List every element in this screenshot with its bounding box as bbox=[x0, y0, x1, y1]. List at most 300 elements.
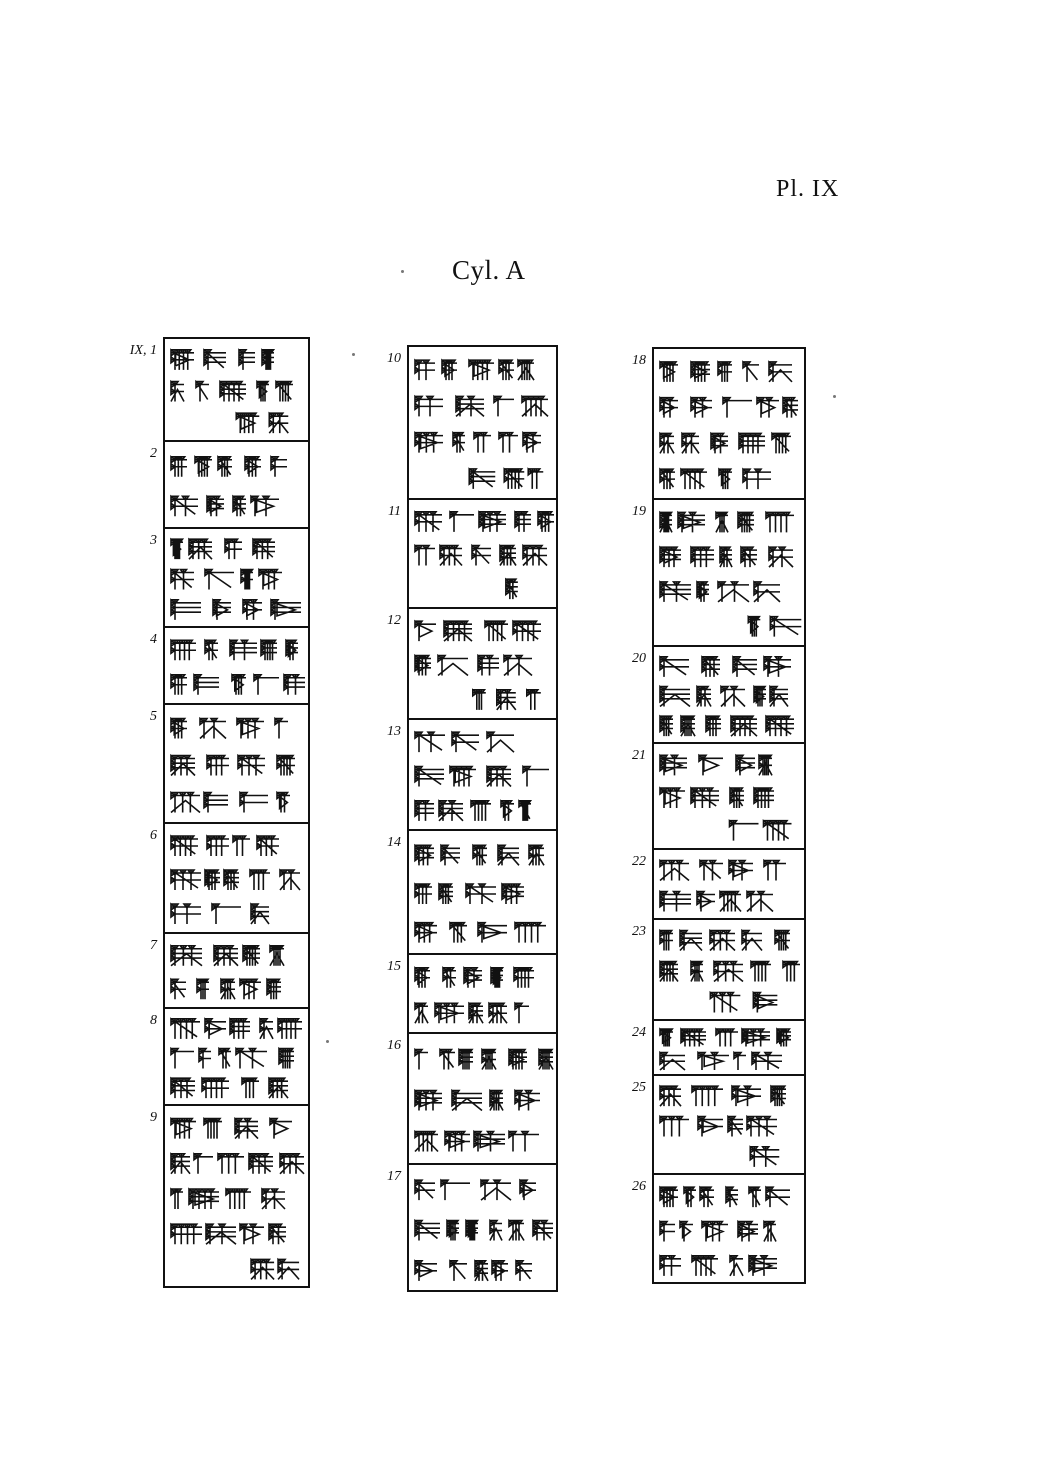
cuneiform-sign bbox=[250, 870, 270, 890]
cuneiform-sign bbox=[497, 690, 516, 710]
cuneiform-sign bbox=[440, 546, 462, 566]
cuneiform-sign bbox=[741, 547, 757, 567]
cuneiform-sign bbox=[204, 350, 226, 370]
cuneiform-sign bbox=[171, 756, 195, 776]
cuneiform-sign bbox=[415, 732, 445, 752]
cuneiform-sign bbox=[473, 690, 486, 710]
cuneiform-sign bbox=[515, 512, 531, 532]
cuneiform-sign bbox=[171, 675, 187, 695]
cuneiform-sign bbox=[698, 1117, 723, 1137]
line-number-label: IX, 1 bbox=[129, 343, 157, 358]
cuneiform-sign bbox=[743, 362, 759, 382]
line-number-label: 8 bbox=[150, 1013, 157, 1028]
cuneiform-sign bbox=[440, 1050, 455, 1070]
cuneiform-sign bbox=[251, 1259, 274, 1279]
cuneiform-sign bbox=[445, 1132, 470, 1152]
cuneiform-sign bbox=[681, 469, 707, 489]
cuneiform-sign bbox=[453, 433, 465, 453]
cuneiform-sign bbox=[731, 716, 757, 736]
cuneiform-sign bbox=[213, 600, 231, 620]
cuneiform-sign bbox=[415, 845, 434, 865]
print-speck bbox=[401, 270, 404, 273]
cuneiform-sign bbox=[754, 788, 774, 808]
cuneiform-sign bbox=[277, 756, 295, 776]
cuneiform-sign bbox=[492, 1261, 508, 1281]
cuneiform-sign bbox=[538, 512, 554, 532]
cuneiform-sign bbox=[171, 1189, 183, 1209]
cuneiform-sign bbox=[171, 350, 194, 370]
cuneiform-sign bbox=[515, 1091, 540, 1111]
cuneiform-sign bbox=[270, 1119, 292, 1139]
line-number-label: 11 bbox=[388, 504, 401, 519]
line-number-label: 19 bbox=[632, 504, 646, 519]
cuneiform-sign bbox=[742, 931, 762, 951]
line-number-label: 12 bbox=[387, 613, 401, 628]
cuneiform-sign bbox=[660, 362, 678, 382]
cuneiform-sign bbox=[415, 656, 431, 676]
cuneiform-signs bbox=[409, 347, 560, 1294]
cuneiform-sign bbox=[485, 621, 508, 641]
cuneiform-sign bbox=[237, 719, 264, 739]
text-column-2 bbox=[407, 345, 558, 1292]
cuneiform-sign bbox=[456, 396, 484, 416]
cuneiform-sign bbox=[230, 640, 257, 660]
cuneiform-sign bbox=[221, 979, 235, 999]
cuneiform-sign bbox=[230, 1019, 250, 1039]
line-number-label: 3 bbox=[150, 533, 157, 548]
cuneiform-sign bbox=[734, 1053, 746, 1071]
cuneiform-sign bbox=[733, 657, 757, 677]
cuneiform-sign bbox=[466, 1221, 478, 1241]
cuneiform-sign bbox=[697, 892, 715, 912]
cuneiform-sign bbox=[259, 570, 282, 590]
cuneiform-sign bbox=[441, 1180, 470, 1200]
cuneiform-sign bbox=[681, 716, 695, 736]
cuneiform-sign bbox=[732, 1086, 761, 1106]
cuneiform-sign bbox=[479, 512, 506, 532]
cuneiform-sign bbox=[197, 979, 209, 999]
cuneiform-sign bbox=[219, 1049, 231, 1069]
cuneiform-sign bbox=[764, 1222, 776, 1242]
cuneiform-signs bbox=[165, 339, 312, 1290]
cuneiform-sign bbox=[171, 836, 198, 856]
cuneiform-sign bbox=[730, 788, 744, 808]
cuneiform-sign bbox=[240, 979, 261, 999]
cuneiform-sign bbox=[718, 362, 732, 382]
cuneiform-sign bbox=[660, 892, 691, 912]
cuneiform-sign bbox=[271, 600, 301, 620]
cuneiform-sign bbox=[490, 1091, 503, 1111]
cuneiform-sign bbox=[257, 836, 279, 856]
cuneiform-sign bbox=[478, 923, 507, 943]
line-number-label: 17 bbox=[387, 1169, 401, 1184]
cuneiform-sign bbox=[205, 1019, 226, 1039]
cuneiform-sign bbox=[415, 433, 443, 453]
cuneiform-sign bbox=[469, 360, 494, 380]
cuneiform-sign bbox=[691, 362, 710, 382]
cuneiform-sign bbox=[269, 1078, 288, 1098]
cuneiform-sign bbox=[415, 767, 444, 787]
cuneiform-sign bbox=[509, 1132, 539, 1152]
cuneiform-sign bbox=[204, 793, 228, 813]
cuneiform-sign bbox=[415, 1050, 428, 1070]
cuneiform-sign bbox=[232, 675, 246, 695]
cuneiform-sign bbox=[700, 1187, 714, 1207]
cuneiform-sign bbox=[270, 946, 284, 966]
cuneiform-sign bbox=[253, 539, 275, 559]
cuneiform-sign bbox=[279, 1049, 294, 1069]
cuneiform-sign bbox=[660, 1029, 673, 1047]
cuneiform-sign bbox=[267, 979, 281, 999]
cuneiform-sign bbox=[171, 904, 201, 924]
cuneiform-sign bbox=[783, 398, 798, 418]
cuneiform-sign bbox=[764, 861, 786, 881]
cuneiform-sign bbox=[754, 687, 766, 707]
cuneiform-sign bbox=[240, 793, 268, 813]
cuneiform-sign bbox=[271, 457, 287, 477]
cuneiform-sign bbox=[415, 1132, 438, 1152]
cuneiform-sign bbox=[748, 617, 760, 637]
cuneiform-sign bbox=[275, 719, 288, 739]
cuneiform-sign bbox=[502, 884, 524, 904]
cuneiform-sign bbox=[415, 360, 435, 380]
cuneiform-sign bbox=[739, 433, 765, 453]
line-number-label: 9 bbox=[150, 1110, 157, 1125]
cuneiform-sign bbox=[742, 1029, 770, 1047]
cuneiform-sign bbox=[415, 546, 435, 566]
cuneiform-sign bbox=[720, 547, 732, 567]
cuneiform-sign bbox=[678, 512, 705, 532]
cuneiform-sign bbox=[450, 512, 474, 532]
print-speck bbox=[352, 353, 355, 356]
cuneiform-sign bbox=[660, 962, 678, 982]
cuneiform-sign bbox=[515, 1003, 529, 1023]
cuneiform-sign bbox=[753, 993, 777, 1013]
cuneiform-sign bbox=[443, 968, 456, 988]
cuneiform-sign bbox=[278, 1259, 299, 1279]
line-number-label: 24 bbox=[632, 1025, 646, 1040]
cuneiform-sign bbox=[660, 1256, 681, 1276]
cuneiform-sign bbox=[205, 570, 234, 590]
cuneiform-sign bbox=[466, 884, 496, 904]
cuneiform-sign bbox=[262, 1189, 285, 1209]
cuneiform-sign bbox=[764, 657, 791, 677]
cuneiform-sign bbox=[660, 687, 690, 707]
cuneiform-sign bbox=[660, 547, 681, 567]
cuneiform-sign bbox=[415, 968, 430, 988]
cuneiform-sign bbox=[469, 469, 495, 489]
cuneiform-sign bbox=[729, 821, 758, 841]
cuneiform-sign bbox=[711, 433, 728, 453]
cuneiform-sign bbox=[447, 1221, 459, 1241]
line-number-label: 21 bbox=[632, 748, 646, 763]
cuneiform-sign bbox=[754, 582, 780, 602]
cuneiform-sign bbox=[199, 1049, 211, 1069]
cuneiform-sign bbox=[441, 845, 460, 865]
cuneiform-sign bbox=[506, 579, 518, 599]
cuneiform-sign bbox=[691, 788, 719, 808]
cuneiform-sign bbox=[698, 1053, 729, 1071]
plate-number: Pl. IX bbox=[776, 176, 840, 202]
cuneiform-sign bbox=[452, 732, 479, 752]
cuneiform-sign bbox=[500, 546, 516, 566]
cuneiform-sign bbox=[205, 870, 220, 890]
cuneiform-sign bbox=[286, 640, 298, 660]
cuneiform-sign bbox=[202, 1078, 229, 1098]
cuneiform-sign bbox=[700, 861, 723, 881]
cuneiform-sign bbox=[523, 767, 549, 787]
cuneiform-sign bbox=[691, 962, 703, 982]
line-number-label: 18 bbox=[632, 353, 646, 368]
line-number-label: 10 bbox=[387, 351, 401, 366]
cuneiform-sign bbox=[527, 690, 541, 710]
cuneiform-sign bbox=[766, 716, 794, 736]
line-number-label: 16 bbox=[387, 1038, 401, 1053]
text-column-3 bbox=[652, 347, 806, 1284]
cuneiform-sign bbox=[747, 892, 773, 912]
cuneiform-sign bbox=[728, 1117, 743, 1137]
cuneiform-sign bbox=[415, 801, 434, 821]
cuneiform-sign bbox=[504, 469, 524, 489]
cuneiform-sign bbox=[723, 398, 752, 418]
cuneiform-sign bbox=[491, 968, 503, 988]
cuneiform-sign bbox=[171, 870, 201, 890]
cuneiform-sign bbox=[533, 1221, 553, 1241]
line-number-label: 20 bbox=[632, 651, 646, 666]
cuneiform-sign bbox=[171, 496, 198, 516]
cuneiform-sign bbox=[206, 1224, 236, 1244]
cuneiform-sign bbox=[474, 1132, 505, 1152]
cuneiform-sign bbox=[171, 1019, 200, 1039]
cuneiform-sign bbox=[278, 1019, 302, 1039]
cuneiform-sign bbox=[194, 1154, 213, 1174]
cuneiform-sign bbox=[514, 968, 534, 988]
cuneiform-sign bbox=[766, 512, 794, 532]
line-number-label: 5 bbox=[150, 709, 157, 724]
cuneiform-sign bbox=[738, 1222, 758, 1242]
cuneiform-sign bbox=[692, 1256, 718, 1276]
cuneiform-sign bbox=[529, 845, 544, 865]
cuneiform-sign bbox=[710, 993, 740, 1013]
cuneiform-sign bbox=[439, 884, 453, 904]
cuneiform-sign bbox=[249, 1154, 273, 1174]
cuneiform-sign bbox=[439, 801, 463, 821]
cuneiform-sign bbox=[471, 801, 491, 821]
line-number-label: 14 bbox=[387, 835, 401, 850]
cuneiform-sign bbox=[450, 1261, 467, 1281]
cuneiform-sign bbox=[481, 1180, 511, 1200]
cuneiform-sign bbox=[490, 1221, 502, 1241]
cuneiform-sign bbox=[415, 884, 432, 904]
cuneiform-sign bbox=[660, 1117, 689, 1137]
cuneiform-sign bbox=[522, 396, 548, 416]
cuneiform-sign bbox=[243, 600, 262, 620]
cuneiform-sign bbox=[473, 845, 487, 865]
cuneiform-sign bbox=[269, 413, 288, 433]
cuneiform-sign bbox=[280, 1154, 304, 1174]
cuneiform-sign bbox=[415, 1221, 440, 1241]
cuneiform-sign bbox=[171, 1078, 195, 1098]
cuneiform-sign bbox=[718, 582, 749, 602]
text-column-1 bbox=[163, 337, 310, 1288]
cuneiform-sign bbox=[499, 360, 514, 380]
cuneiform-sign bbox=[214, 946, 238, 966]
cuneiform-sign bbox=[435, 1003, 464, 1023]
line-number-label: 25 bbox=[632, 1080, 646, 1095]
cuneiform-sign bbox=[171, 640, 196, 660]
cuneiform-sign bbox=[501, 801, 514, 821]
cuneiform-sign bbox=[415, 396, 443, 416]
cuneiform-sign bbox=[759, 755, 772, 775]
cuneiform-sign bbox=[254, 675, 279, 695]
cuneiform-sign bbox=[771, 1086, 786, 1106]
cuneiform-sign bbox=[720, 892, 741, 912]
cuneiform-sign bbox=[660, 755, 687, 775]
cuneiform-sign bbox=[171, 946, 202, 966]
cuneiform-sign bbox=[749, 1187, 761, 1207]
cuneiform-sign bbox=[660, 582, 691, 602]
cuneiform-sign bbox=[528, 469, 543, 489]
cuneiform-sign bbox=[450, 767, 476, 787]
cuneiform-sign bbox=[171, 719, 187, 739]
cuneiform-sign bbox=[513, 621, 541, 641]
cuneiform-sign bbox=[702, 657, 720, 677]
cuneiform-sign bbox=[520, 1180, 536, 1200]
cuneiform-sign bbox=[681, 1029, 706, 1047]
cuneiform-sign bbox=[751, 962, 771, 982]
cuneiform-sign bbox=[523, 546, 547, 566]
cuneiform-sign bbox=[284, 675, 305, 695]
cuneiform-sign bbox=[218, 1154, 244, 1174]
cuneiform-sign bbox=[242, 1078, 259, 1098]
cuneiform-sign bbox=[772, 433, 791, 453]
cuneiform-sign bbox=[241, 570, 253, 590]
cuneiform-sign bbox=[697, 687, 711, 707]
cuneiform-sign bbox=[238, 756, 265, 776]
cuneiform-sign bbox=[171, 793, 200, 813]
cuneiform-sign bbox=[207, 496, 224, 516]
cuneiform-sign bbox=[239, 350, 255, 370]
cuneiform-sign bbox=[743, 469, 771, 489]
cuneiform-sign bbox=[171, 1119, 196, 1139]
cuneiform-sign bbox=[487, 767, 511, 787]
cuneiform-sign bbox=[504, 656, 532, 676]
cuneiform-sign bbox=[204, 1119, 222, 1139]
cuneiform-sign bbox=[721, 687, 745, 707]
print-speck bbox=[326, 1040, 329, 1043]
cuneiform-sign bbox=[171, 570, 194, 590]
cuneiform-sign bbox=[691, 547, 714, 567]
cuneiform-sign bbox=[660, 1053, 685, 1071]
cuneiform-sign bbox=[236, 413, 259, 433]
cuneiform-sign bbox=[710, 931, 735, 951]
cuneiform-sign bbox=[469, 1003, 483, 1023]
line-number-label: 23 bbox=[632, 924, 646, 939]
cuneiform-sign bbox=[660, 788, 685, 808]
cuneiform-sign bbox=[240, 1224, 264, 1244]
line-number-label: 22 bbox=[632, 854, 646, 869]
cuneiform-sign bbox=[195, 457, 212, 477]
cuneiform-sign bbox=[716, 1029, 738, 1047]
print-speck bbox=[833, 395, 836, 398]
cuneiform-sign bbox=[189, 539, 212, 559]
cuneiform-sign bbox=[235, 1119, 258, 1139]
cuneiform-sign bbox=[415, 923, 437, 943]
cuneiform-sign bbox=[736, 755, 755, 775]
cuneiform-sign bbox=[769, 547, 793, 567]
cuneiform-sign bbox=[519, 801, 531, 821]
cuneiform-sign bbox=[415, 1180, 435, 1200]
cuneiform-sign bbox=[660, 931, 673, 951]
cuneiform-sign bbox=[472, 546, 491, 566]
cuneiform-sign bbox=[697, 582, 709, 602]
cuneiform-sign bbox=[233, 836, 250, 856]
cuneiform-sign bbox=[684, 1187, 696, 1207]
cuneiform-sign bbox=[171, 1224, 202, 1244]
cuneiform-sign bbox=[498, 845, 519, 865]
cuneiform-sign bbox=[726, 1187, 738, 1207]
cuneiform-sign bbox=[415, 1091, 442, 1111]
cuneiform-sign bbox=[207, 756, 229, 776]
cuneiform-sign bbox=[766, 1187, 790, 1207]
cuneiform-sign bbox=[729, 861, 753, 881]
cuneiform-sign bbox=[207, 836, 229, 856]
cuneiform-sign bbox=[749, 1256, 777, 1276]
cuneiform-sign bbox=[261, 640, 277, 660]
cuneiform-sign bbox=[452, 1091, 482, 1111]
cuneiform-sign bbox=[752, 1053, 782, 1071]
cuneiform-sign bbox=[171, 457, 187, 477]
cuneiform-sign bbox=[171, 600, 201, 620]
cuneiform-signs bbox=[654, 349, 808, 1286]
cuneiform-sign bbox=[262, 350, 274, 370]
cuneiform-sign bbox=[220, 382, 246, 402]
cuneiform-sign bbox=[442, 360, 457, 380]
cuneiform-sign bbox=[509, 1221, 524, 1241]
cuneiform-sign bbox=[487, 732, 514, 752]
cuneiform-sign bbox=[212, 904, 241, 924]
cuneiform-sign bbox=[171, 1154, 190, 1174]
cuneiform-sign bbox=[660, 716, 673, 736]
line-number-label: 4 bbox=[150, 632, 157, 647]
cuneiform-sign bbox=[269, 1224, 286, 1244]
cuneiform-sign bbox=[660, 398, 678, 418]
cuneiform-sign bbox=[200, 719, 226, 739]
cuneiform-sign bbox=[218, 457, 232, 477]
cuneiform-sign bbox=[747, 1117, 777, 1137]
cuneiform-sign bbox=[680, 931, 702, 951]
cuneiform-sign bbox=[515, 923, 546, 943]
cuneiform-sign bbox=[494, 396, 514, 416]
cuneiform-sign bbox=[277, 793, 290, 813]
line-number-label: 13 bbox=[387, 724, 401, 739]
cuneiform-sign bbox=[464, 968, 482, 988]
cuneiform-sign bbox=[478, 656, 499, 676]
cuneiform-sign bbox=[660, 1187, 678, 1207]
cuneiform-sign bbox=[699, 755, 723, 775]
cuneiform-sign bbox=[171, 382, 184, 402]
cuneiform-sign bbox=[691, 398, 712, 418]
cuneiform-sign bbox=[276, 382, 293, 402]
cuneiform-sign bbox=[539, 1050, 553, 1070]
cuneiform-sign bbox=[660, 512, 672, 532]
cuneiform-sign bbox=[243, 946, 260, 966]
cuneiform-sign bbox=[438, 656, 468, 676]
cuneiform-sign bbox=[660, 861, 689, 881]
cuneiform-sign bbox=[415, 512, 442, 532]
cuneiform-sign bbox=[680, 1222, 693, 1242]
cuneiform-sign bbox=[450, 923, 467, 943]
